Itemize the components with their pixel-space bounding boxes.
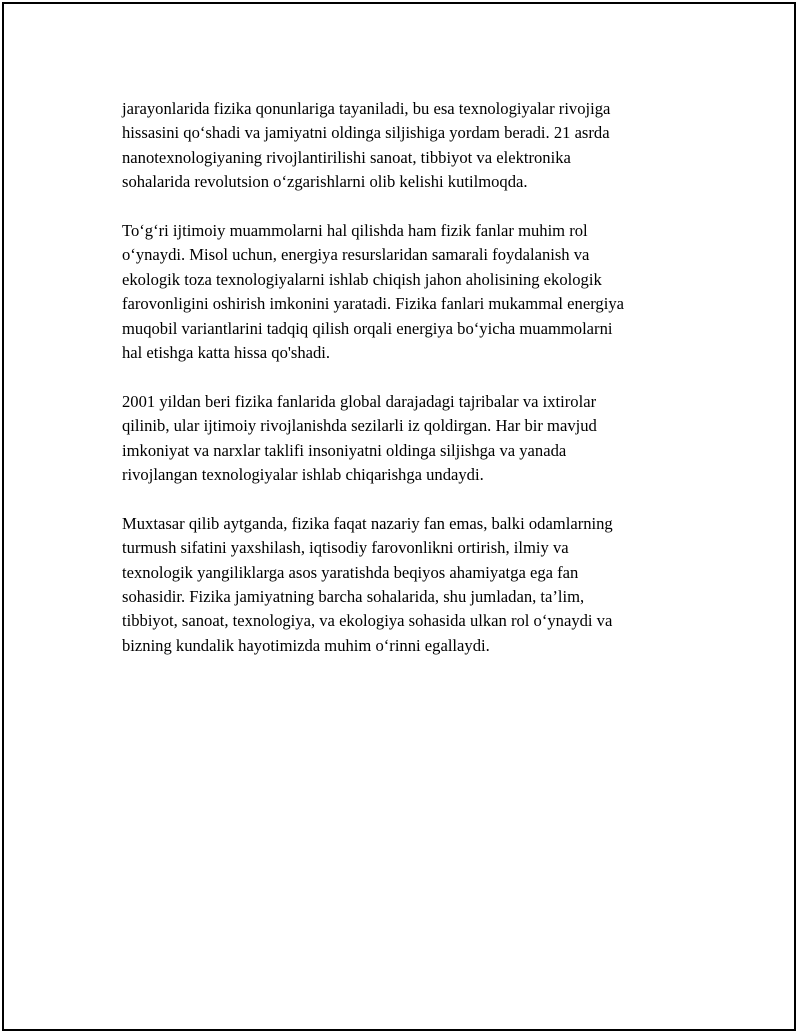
text-line: rivojlangan texnologiyalar ishlab chiqarishga undaydi. bbox=[122, 465, 484, 485]
text-line: nanotexnologiyaning rivojlantirilishi sanoat, tibbiyot va elektronika bbox=[122, 147, 571, 167]
paragraph-3 bbox=[122, 390, 692, 488]
text-line: sohalarida revolutsion o‘zgarishlarni olib kelishi kutilmoqda. bbox=[122, 172, 528, 192]
text-line: To‘g‘ri ijtimoiy muammolarni hal qilishda ham fizik fanlar muhim rol bbox=[122, 221, 588, 241]
text-line: bizning kundalik hayotimizda muhim o‘rinni egallaydi. bbox=[122, 635, 490, 655]
text-line: turmush sifatini yaxshilash, iqtisodiy farovonlikni ortirish, ilmiy va bbox=[122, 538, 569, 558]
text-line: texnologik yangiliklarga asos yaratishda beqiyos ahamiyatga ega fan bbox=[122, 562, 579, 582]
text-line: farovonligini oshirish imkonini yaratadi. Fizika fanlari mukammal energiya bbox=[122, 294, 624, 314]
document-body bbox=[122, 97, 692, 683]
text-line: o‘ynaydi. Misol uchun, energiya resurslaridan samarali foydalanish va bbox=[122, 245, 590, 265]
paragraph-1 bbox=[122, 97, 692, 195]
paragraph-4 bbox=[122, 512, 692, 658]
text-line: ekologik toza texnologiyalarni ishlab chiqish jahon aholisining ekologik bbox=[122, 269, 602, 289]
text-line: hal etishga katta hissa qo'shadi. bbox=[122, 343, 331, 363]
text-line: 2001 yildan beri fizika fanlarida global darajadagi tajribalar va ixtirolar bbox=[122, 391, 597, 411]
paragraph-2 bbox=[122, 219, 692, 365]
text-line: jarayonlarida fizika qonunlariga tayaniladi, bu esa texnologiyalar rivojiga bbox=[122, 99, 611, 118]
page-frame bbox=[2, 2, 796, 1031]
text-line: tibbiyot, sanoat, texnologiya, va ekologiya sohasida ulkan rol o‘ynaydi va bbox=[122, 611, 613, 631]
text-line: Muxtasar qilib aytganda, fizika faqat nazariy fan emas, balki odamlarning bbox=[122, 513, 613, 533]
text-line: sohasidir. Fizika jamiyatning barcha sohalarida, shu jumladan, ta’lim, bbox=[122, 587, 585, 607]
text-line: qilinib, ular ijtimoiy rivojlanishda sezilarli iz qoldirgan. Har bir mavjud bbox=[122, 416, 597, 436]
text-line: imkoniyat va narxlar taklifi insoniyatni oldinga siljishga va yanada bbox=[122, 440, 567, 460]
text-line: muqobil variantlarini tadqiq qilish orqali energiya bo‘yicha muammolarni bbox=[122, 318, 613, 338]
text-line: hissasini qo‘shadi va jamiyatni oldinga siljishiga yordam beradi. 21 asrda bbox=[122, 123, 610, 143]
